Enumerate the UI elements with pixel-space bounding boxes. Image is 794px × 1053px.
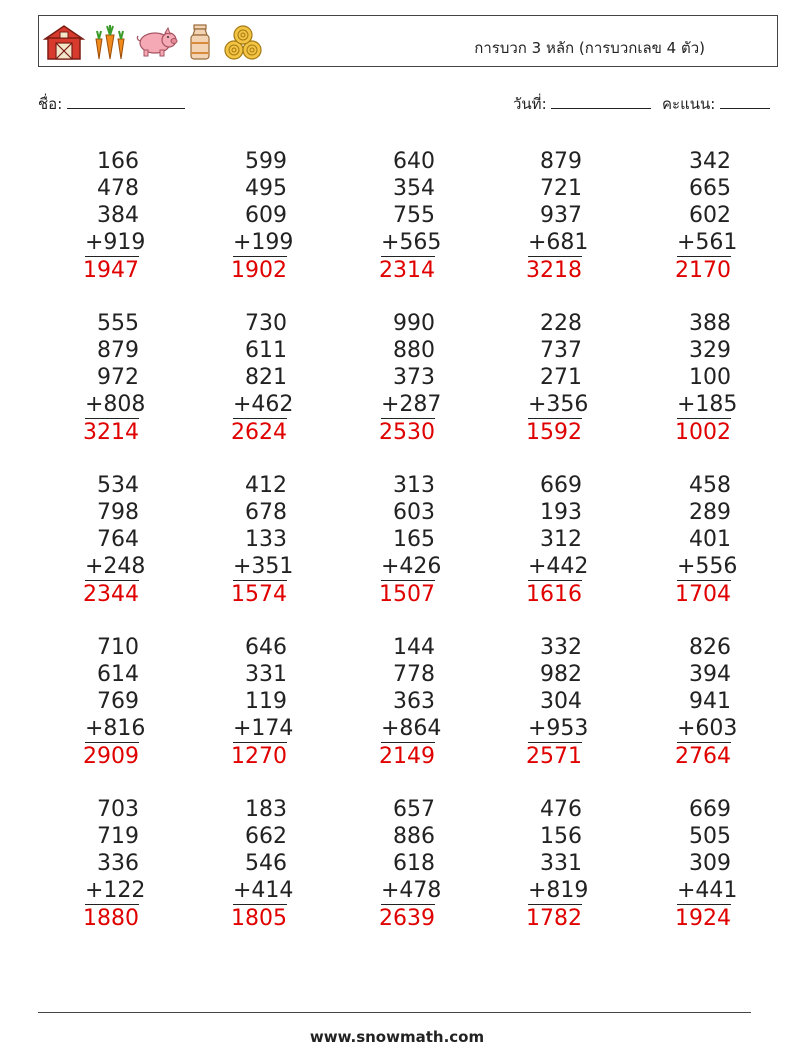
last-addend: +919	[85, 230, 146, 255]
addend: 478	[97, 176, 139, 201]
addend: 611	[245, 338, 287, 363]
addend: 719	[97, 824, 139, 849]
addend: 982	[540, 662, 582, 687]
last-addend: +442	[528, 554, 589, 579]
addend: 937	[540, 203, 582, 228]
addend: 886	[393, 824, 435, 849]
answer: 1002	[675, 420, 731, 445]
addition-problem	[29, 472, 146, 608]
addition-problem	[621, 796, 738, 932]
addend: 669	[689, 797, 731, 822]
last-addend: +122	[85, 878, 146, 903]
last-addend: +462	[233, 392, 294, 417]
answer: 3218	[526, 258, 582, 283]
last-addend: +351	[233, 554, 294, 579]
addend: 331	[540, 851, 582, 876]
answer: 3214	[83, 420, 139, 445]
addend: 599	[245, 149, 287, 174]
addend: 476	[540, 797, 582, 822]
addend: 778	[393, 662, 435, 687]
addend: 363	[393, 689, 435, 714]
name-blank[interactable]	[67, 94, 185, 109]
score-label: คะแนน:	[662, 95, 716, 113]
addend: 879	[540, 149, 582, 174]
addition-problem	[621, 472, 738, 608]
addend: 769	[97, 689, 139, 714]
addend: 603	[393, 500, 435, 525]
answer: 1507	[379, 582, 435, 607]
addition-problem	[325, 634, 442, 770]
addend: 505	[689, 824, 731, 849]
addend: 331	[245, 662, 287, 687]
addition-problem	[29, 310, 146, 446]
addend: 183	[245, 797, 287, 822]
answer: 2530	[379, 420, 435, 445]
addend: 133	[245, 527, 287, 552]
addition-problem	[472, 796, 589, 932]
addend: 609	[245, 203, 287, 228]
footer-divider	[38, 1012, 751, 1013]
addend: 401	[689, 527, 731, 552]
addend: 156	[540, 824, 582, 849]
date-field	[513, 92, 651, 116]
barn-icon	[43, 23, 85, 61]
addition-problem	[29, 634, 146, 770]
answer: 1574	[231, 582, 287, 607]
addition-problem	[325, 472, 442, 608]
answer: 2571	[526, 744, 582, 769]
addend: 309	[689, 851, 731, 876]
addend: 193	[540, 500, 582, 525]
addend: 342	[689, 149, 731, 174]
addend: 678	[245, 500, 287, 525]
addend: 394	[689, 662, 731, 687]
addend: 646	[245, 635, 287, 660]
addend: 665	[689, 176, 731, 201]
header-icons	[43, 22, 265, 62]
addend: 304	[540, 689, 582, 714]
addition-problem	[177, 634, 294, 770]
answer: 2909	[83, 744, 139, 769]
last-addend: +808	[85, 392, 146, 417]
addend: 313	[393, 473, 435, 498]
last-addend: +174	[233, 716, 294, 741]
addend: 534	[97, 473, 139, 498]
addend: 602	[689, 203, 731, 228]
hay-bales-icon	[221, 23, 265, 61]
footer-site: www.snowmath.com	[309, 1028, 485, 1046]
addition-problem	[325, 148, 442, 284]
addend: 669	[540, 473, 582, 498]
addend: 271	[540, 365, 582, 390]
worksheet-title: การบวก 3 หลัก (การบวกเลข 4 ตัว)	[474, 39, 705, 57]
last-addend: +819	[528, 878, 589, 903]
addend: 336	[97, 851, 139, 876]
name-field	[38, 92, 185, 116]
addition-problem	[177, 148, 294, 284]
addend: 412	[245, 473, 287, 498]
answer: 1902	[231, 258, 287, 283]
date-blank[interactable]	[551, 94, 651, 109]
last-addend: +816	[85, 716, 146, 741]
pig-icon	[135, 23, 179, 61]
addend: 879	[97, 338, 139, 363]
addend: 546	[245, 851, 287, 876]
answer: 2764	[675, 744, 731, 769]
worksheet-header	[38, 15, 778, 67]
last-addend: +681	[528, 230, 589, 255]
addition-problem	[325, 310, 442, 446]
addend: 618	[393, 851, 435, 876]
addition-problem	[621, 634, 738, 770]
answer: 1880	[83, 906, 139, 931]
addition-problem	[472, 634, 589, 770]
addend: 144	[393, 635, 435, 660]
addend: 228	[540, 311, 582, 336]
addend: 737	[540, 338, 582, 363]
answer: 2314	[379, 258, 435, 283]
addition-problem	[29, 796, 146, 932]
addend: 710	[97, 635, 139, 660]
answer: 2149	[379, 744, 435, 769]
addend: 495	[245, 176, 287, 201]
name-label: ชื่อ:	[38, 95, 63, 113]
answer: 1592	[526, 420, 582, 445]
last-addend: +356	[528, 392, 589, 417]
addition-problem	[472, 148, 589, 284]
answer: 1947	[83, 258, 139, 283]
addend: 384	[97, 203, 139, 228]
last-addend: +185	[677, 392, 738, 417]
score-field	[662, 92, 770, 116]
last-addend: +603	[677, 716, 738, 741]
addend: 972	[97, 365, 139, 390]
addend: 100	[689, 365, 731, 390]
addend: 166	[97, 149, 139, 174]
answer: 2639	[379, 906, 435, 931]
addend: 880	[393, 338, 435, 363]
answer: 1805	[231, 906, 287, 931]
addend: 703	[97, 797, 139, 822]
last-addend: +248	[85, 554, 146, 579]
last-addend: +565	[381, 230, 442, 255]
addend: 730	[245, 311, 287, 336]
answer: 1782	[526, 906, 582, 931]
addend: 458	[689, 473, 731, 498]
last-addend: +287	[381, 392, 442, 417]
addend: 119	[245, 689, 287, 714]
addition-problem	[177, 796, 294, 932]
addend: 312	[540, 527, 582, 552]
answer: 1270	[231, 744, 287, 769]
addend: 821	[245, 365, 287, 390]
addend: 990	[393, 311, 435, 336]
last-addend: +953	[528, 716, 589, 741]
addend: 388	[689, 311, 731, 336]
answer: 1616	[526, 582, 582, 607]
addend: 764	[97, 527, 139, 552]
addition-problem	[177, 472, 294, 608]
last-addend: +478	[381, 878, 442, 903]
addend: 721	[540, 176, 582, 201]
addition-problem	[621, 310, 738, 446]
addend: 614	[97, 662, 139, 687]
addend: 354	[393, 176, 435, 201]
addend: 657	[393, 797, 435, 822]
addend: 289	[689, 500, 731, 525]
last-addend: +199	[233, 230, 294, 255]
addition-problem	[621, 148, 738, 284]
last-addend: +556	[677, 554, 738, 579]
addend: 555	[97, 311, 139, 336]
answer: 2624	[231, 420, 287, 445]
score-blank[interactable]	[720, 94, 770, 109]
milk-can-icon	[185, 23, 215, 61]
last-addend: +864	[381, 716, 442, 741]
addition-problem	[177, 310, 294, 446]
last-addend: +414	[233, 878, 294, 903]
answer: 1704	[675, 582, 731, 607]
last-addend: +441	[677, 878, 738, 903]
addition-problem	[29, 148, 146, 284]
addend: 329	[689, 338, 731, 363]
addend: 826	[689, 635, 731, 660]
addend: 640	[393, 149, 435, 174]
date-label: วันที่:	[513, 95, 547, 113]
carrots-icon	[91, 23, 129, 61]
answer: 2170	[675, 258, 731, 283]
addend: 662	[245, 824, 287, 849]
last-addend: +426	[381, 554, 442, 579]
addend: 332	[540, 635, 582, 660]
addend: 755	[393, 203, 435, 228]
answer: 1924	[675, 906, 731, 931]
addend: 941	[689, 689, 731, 714]
addend: 373	[393, 365, 435, 390]
addition-problem	[472, 472, 589, 608]
addend: 798	[97, 500, 139, 525]
answer: 2344	[83, 582, 139, 607]
addition-problem	[325, 796, 442, 932]
last-addend: +561	[677, 230, 738, 255]
addend: 165	[393, 527, 435, 552]
addition-problem	[472, 310, 589, 446]
